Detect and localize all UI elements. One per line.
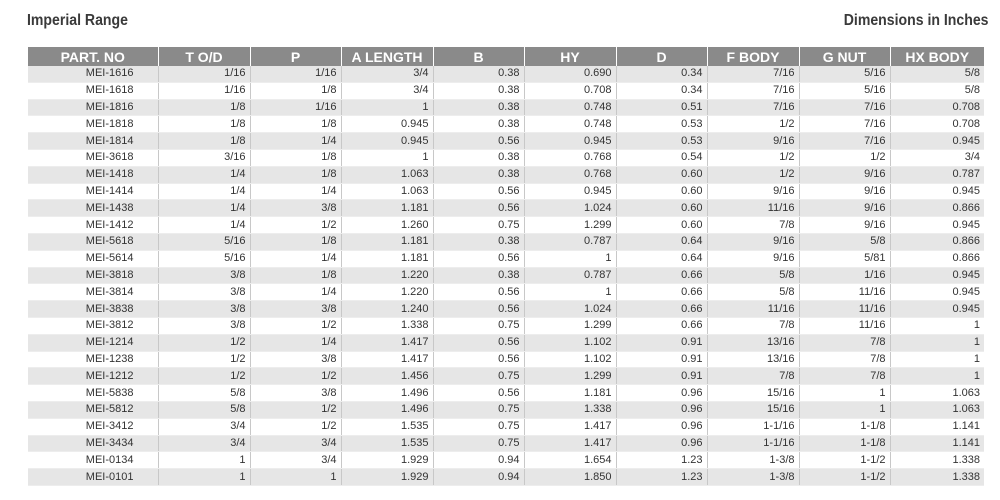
dimension-cell: 0.945 <box>890 217 984 234</box>
column-header: T O/D <box>158 47 250 66</box>
dimension-cell: 7/8 <box>799 351 890 368</box>
table-row <box>28 217 984 234</box>
table-row <box>28 66 984 82</box>
dimension-cell: 1.338 <box>890 452 984 469</box>
dimension-cell: 1-3/8 <box>707 469 799 486</box>
dimension-cell: 7/8 <box>799 368 890 385</box>
table-row <box>28 385 984 402</box>
part-number-cell: MEI-0101 <box>28 469 158 486</box>
dimension-cell: 1/2 <box>158 368 250 385</box>
dimension-cell: 0.96 <box>616 385 707 402</box>
dimension-cell: 0.96 <box>616 401 707 418</box>
dimension-cell: 1 <box>890 351 984 368</box>
dimension-cell: 3/4 <box>250 452 341 469</box>
dimension-cell: 1.417 <box>524 418 616 435</box>
dimension-cell: 0.60 <box>616 183 707 200</box>
dimension-cell: 9/16 <box>707 233 799 250</box>
dimension-cell: 0.787 <box>524 267 616 284</box>
dimension-cell: 1-1/16 <box>707 418 799 435</box>
dimension-cell: 0.75 <box>433 217 524 234</box>
dimension-cell: 1/8 <box>250 267 341 284</box>
table-body <box>28 66 984 485</box>
dimension-cell: 3/8 <box>158 317 250 334</box>
dimension-cell: 9/16 <box>707 183 799 200</box>
dimension-cell: 1 <box>341 149 433 166</box>
dimension-cell: 11/16 <box>707 301 799 318</box>
dimension-cell: 13/16 <box>707 351 799 368</box>
dimension-cell: 1.417 <box>524 435 616 452</box>
dimension-cell: 15/16 <box>707 401 799 418</box>
dimension-cell: 0.945 <box>890 284 984 301</box>
dimension-cell: 0.91 <box>616 368 707 385</box>
dimension-cell: 1.181 <box>341 200 433 217</box>
dimension-cell: 1/8 <box>250 82 341 99</box>
table-row <box>28 351 984 368</box>
dimension-cell: 0.768 <box>524 166 616 183</box>
dimension-cell: 1/4 <box>250 183 341 200</box>
table-row <box>28 401 984 418</box>
dimension-cell: 1.063 <box>341 183 433 200</box>
dimension-cell: 0.38 <box>433 233 524 250</box>
dimension-cell: 0.38 <box>433 149 524 166</box>
dimension-cell: 7/16 <box>799 99 890 116</box>
dimension-cell: 0.56 <box>433 351 524 368</box>
dimension-cell: 7/8 <box>707 317 799 334</box>
dimension-cell: 0.708 <box>524 82 616 99</box>
dimension-cell: 1 <box>799 401 890 418</box>
dimension-cell: 1/2 <box>250 368 341 385</box>
dimension-cell: 5/8 <box>890 66 984 82</box>
dimension-cell: 0.945 <box>341 116 433 133</box>
dimension-cell: 1/4 <box>158 200 250 217</box>
table-row <box>28 250 984 267</box>
dimension-cell: 1 <box>890 334 984 351</box>
dimension-cell: 0.38 <box>433 99 524 116</box>
dimension-cell: 0.866 <box>890 200 984 217</box>
table-row <box>28 233 984 250</box>
dimension-cell: 11/16 <box>799 317 890 334</box>
dimension-cell: 1-1/8 <box>799 435 890 452</box>
column-header: PART. NO <box>28 47 158 66</box>
table-row <box>28 166 984 183</box>
dimension-cell: 0.91 <box>616 351 707 368</box>
dimension-cell: 1/16 <box>799 267 890 284</box>
dimension-cell: 1/4 <box>250 334 341 351</box>
dimension-cell: 0.75 <box>433 368 524 385</box>
part-number-cell: MEI-5614 <box>28 250 158 267</box>
part-number-cell: MEI-1818 <box>28 116 158 133</box>
dimension-cell: 0.945 <box>890 301 984 318</box>
dimension-cell: 1/4 <box>250 250 341 267</box>
dimension-cell: 7/16 <box>799 133 890 150</box>
column-header: G NUT <box>799 47 890 66</box>
dimension-cell: 7/8 <box>799 334 890 351</box>
dimension-cell: 0.866 <box>890 233 984 250</box>
dimension-cell: 3/4 <box>158 418 250 435</box>
dimension-cell: 1.220 <box>341 284 433 301</box>
dimension-cell: 9/16 <box>799 166 890 183</box>
table-header <box>28 47 984 66</box>
dimension-cell: 11/16 <box>799 301 890 318</box>
table-row <box>28 116 984 133</box>
dimension-cell: 3/8 <box>250 351 341 368</box>
dimension-cell: 1.141 <box>890 418 984 435</box>
dimension-cell: 9/16 <box>707 133 799 150</box>
dimension-cell: 1 <box>341 99 433 116</box>
dimension-cell: 1/2 <box>250 317 341 334</box>
dimension-cell: 1 <box>799 385 890 402</box>
dimension-cell: 5/8 <box>158 385 250 402</box>
dimension-cell: 1-1/2 <box>799 452 890 469</box>
table-row <box>28 200 984 217</box>
dimension-cell: 0.51 <box>616 99 707 116</box>
table-row <box>28 368 984 385</box>
dimension-cell: 1/16 <box>250 66 341 82</box>
dimension-cell: 1.141 <box>890 435 984 452</box>
dimension-cell: 1.338 <box>341 317 433 334</box>
dimension-cell: 9/16 <box>707 250 799 267</box>
part-number-cell: MEI-5812 <box>28 401 158 418</box>
table-row <box>28 469 984 486</box>
dimension-cell: 11/16 <box>799 284 890 301</box>
dimension-cell: 0.75 <box>433 435 524 452</box>
dimension-cell: 0.94 <box>433 469 524 486</box>
dimension-cell: 0.94 <box>433 452 524 469</box>
part-number-cell: MEI-3812 <box>28 317 158 334</box>
dimension-cell: 0.945 <box>890 267 984 284</box>
dimension-cell: 0.66 <box>616 301 707 318</box>
dimension-cell: 1.417 <box>341 351 433 368</box>
dimension-cell: 1.456 <box>341 368 433 385</box>
dimension-cell: 0.60 <box>616 217 707 234</box>
dimension-cell: 0.64 <box>616 250 707 267</box>
dimension-cell: 5/16 <box>158 233 250 250</box>
dimension-cell: 0.64 <box>616 233 707 250</box>
dimension-cell: 1.024 <box>524 301 616 318</box>
dimension-cell: 5/81 <box>799 250 890 267</box>
dimension-cell: 1/2 <box>250 418 341 435</box>
dimension-cell: 3/8 <box>250 200 341 217</box>
column-header: F BODY <box>707 47 799 66</box>
dimension-cell: 5/8 <box>890 82 984 99</box>
dimension-cell: 13/16 <box>707 334 799 351</box>
dimension-cell: 1-3/8 <box>707 452 799 469</box>
dimension-cell: 0.748 <box>524 99 616 116</box>
dimension-cell: 1.929 <box>341 452 433 469</box>
table-row <box>28 284 984 301</box>
part-number-cell: MEI-1814 <box>28 133 158 150</box>
dimension-cell: 0.96 <box>616 435 707 452</box>
dimension-cell: 0.38 <box>433 267 524 284</box>
dimension-cell: 1-1/16 <box>707 435 799 452</box>
dimension-cell: 3/8 <box>158 301 250 318</box>
column-header: P <box>250 47 341 66</box>
dimension-cell: 0.56 <box>433 301 524 318</box>
dimension-cell: 7/16 <box>799 116 890 133</box>
dimension-cell: 1/16 <box>250 99 341 116</box>
dimension-cell: 5/16 <box>799 66 890 82</box>
range-title: Imperial Range <box>27 12 128 29</box>
dimension-cell: 1-1/8 <box>799 418 890 435</box>
column-header: B <box>433 47 524 66</box>
dimension-cell: 0.75 <box>433 317 524 334</box>
table-row <box>28 435 984 452</box>
part-number-cell: MEI-3814 <box>28 284 158 301</box>
dimension-cell: 1/8 <box>250 166 341 183</box>
dimension-cell: 0.56 <box>433 284 524 301</box>
dimension-cell: 0.53 <box>616 116 707 133</box>
dimension-cell: 1 <box>524 250 616 267</box>
part-number-cell: MEI-1214 <box>28 334 158 351</box>
dimension-cell: 1/8 <box>158 99 250 116</box>
dimension-cell: 0.66 <box>616 267 707 284</box>
dimension-cell: 3/4 <box>890 149 984 166</box>
dimension-cell: 1.102 <box>524 351 616 368</box>
dimension-cell: 0.708 <box>890 116 984 133</box>
header-row <box>28 47 984 66</box>
dimension-cell: 1.417 <box>341 334 433 351</box>
column-header: HX BODY <box>890 47 984 66</box>
dimension-cell: 0.945 <box>890 133 984 150</box>
part-number-cell: MEI-1618 <box>28 82 158 99</box>
table-row <box>28 99 984 116</box>
dimension-cell: 3/8 <box>158 267 250 284</box>
dimension-cell: 0.75 <box>433 401 524 418</box>
dimension-cell: 5/8 <box>707 284 799 301</box>
table-row <box>28 317 984 334</box>
dimension-cell: 1.024 <box>524 200 616 217</box>
dimension-cell: 1 <box>524 284 616 301</box>
dimension-cell: 1/2 <box>707 116 799 133</box>
part-number-cell: MEI-1212 <box>28 368 158 385</box>
dimension-cell: 0.56 <box>433 133 524 150</box>
dimension-cell: 3/4 <box>250 435 341 452</box>
dimension-cell: 1.535 <box>341 435 433 452</box>
dimension-cell: 1.063 <box>341 166 433 183</box>
dimension-cell: 0.38 <box>433 166 524 183</box>
dimension-cell: 1/8 <box>250 233 341 250</box>
dimension-cell: 9/16 <box>799 200 890 217</box>
dimension-cell: 1 <box>890 368 984 385</box>
dimension-cell: 0.690 <box>524 66 616 82</box>
part-number-cell: MEI-1438 <box>28 200 158 217</box>
dimension-cell: 1.102 <box>524 334 616 351</box>
dimension-cell: 1/8 <box>250 149 341 166</box>
part-number-cell: MEI-1816 <box>28 99 158 116</box>
dimension-cell: 3/8 <box>158 284 250 301</box>
dimension-cell: 1.181 <box>524 385 616 402</box>
part-number-cell: MEI-3618 <box>28 149 158 166</box>
units-note: Dimensions in Inches <box>843 12 988 29</box>
dimension-cell: 0.768 <box>524 149 616 166</box>
dimension-cell: 0.945 <box>524 183 616 200</box>
table-row <box>28 334 984 351</box>
dimension-cell: 0.38 <box>433 82 524 99</box>
table-row <box>28 183 984 200</box>
part-number-cell: MEI-3412 <box>28 418 158 435</box>
dimension-cell: 1/8 <box>158 116 250 133</box>
dimension-cell: 0.34 <box>616 82 707 99</box>
column-header: D <box>616 47 707 66</box>
dimension-cell: 3/4 <box>158 435 250 452</box>
dimension-cell: 0.54 <box>616 149 707 166</box>
dimension-cell: 0.945 <box>341 133 433 150</box>
dimension-cell: 0.56 <box>433 200 524 217</box>
dimension-cell: 1/2 <box>707 166 799 183</box>
column-header: A LENGTH <box>341 47 433 66</box>
dimension-cell: 1/2 <box>158 334 250 351</box>
column-header: HY <box>524 47 616 66</box>
dimension-cell: 0.787 <box>890 166 984 183</box>
dimension-cell: 1 <box>158 469 250 486</box>
dimension-cell: 7/16 <box>707 66 799 82</box>
dimensions-table <box>28 47 984 486</box>
dimension-cell: 0.34 <box>616 66 707 82</box>
dimension-cell: 1.299 <box>524 317 616 334</box>
dimension-cell: 1.23 <box>616 452 707 469</box>
dimension-cell: 7/16 <box>707 99 799 116</box>
dimension-cell: 1-1/2 <box>799 469 890 486</box>
dimension-cell: 5/16 <box>799 82 890 99</box>
dimension-cell: 5/8 <box>707 267 799 284</box>
dimension-cell: 1/16 <box>158 66 250 82</box>
part-number-cell: MEI-3838 <box>28 301 158 318</box>
dimension-cell: 15/16 <box>707 385 799 402</box>
dimension-cell: 1.654 <box>524 452 616 469</box>
part-number-cell: MEI-3434 <box>28 435 158 452</box>
dimension-cell: 1.535 <box>341 418 433 435</box>
table-row <box>28 418 984 435</box>
dimension-cell: 1.299 <box>524 217 616 234</box>
part-number-cell: MEI-5838 <box>28 385 158 402</box>
dimension-cell: 1.23 <box>616 469 707 486</box>
dimension-cell: 1 <box>890 317 984 334</box>
dimension-cell: 7/16 <box>707 82 799 99</box>
dimension-cell: 1/16 <box>158 82 250 99</box>
part-number-cell: MEI-3818 <box>28 267 158 284</box>
part-number-cell: MEI-1616 <box>28 66 158 82</box>
part-number-cell: MEI-5618 <box>28 233 158 250</box>
dimension-cell: 0.75 <box>433 418 524 435</box>
dimension-cell: 1.929 <box>341 469 433 486</box>
dimension-cell: 1/4 <box>158 166 250 183</box>
dimension-cell: 1.240 <box>341 301 433 318</box>
dimension-cell: 1/2 <box>799 149 890 166</box>
dimension-cell: 1/2 <box>158 351 250 368</box>
dimension-cell: 1/4 <box>250 284 341 301</box>
dimension-cell: 11/16 <box>707 200 799 217</box>
dimension-cell: 1/4 <box>158 217 250 234</box>
part-number-cell: MEI-1238 <box>28 351 158 368</box>
dimension-cell: 1/8 <box>250 116 341 133</box>
dimension-cell: 5/16 <box>158 250 250 267</box>
dimension-cell: 1.063 <box>890 401 984 418</box>
table-row <box>28 267 984 284</box>
dimension-cell: 0.38 <box>433 66 524 82</box>
dimension-cell: 0.53 <box>616 133 707 150</box>
dimension-cell: 1 <box>250 469 341 486</box>
dimension-cell: 1.260 <box>341 217 433 234</box>
dimension-cell: 7/8 <box>707 217 799 234</box>
dimension-cell: 7/8 <box>707 368 799 385</box>
dimension-cell: 0.56 <box>433 250 524 267</box>
dimension-cell: 1.496 <box>341 401 433 418</box>
part-number-cell: MEI-1414 <box>28 183 158 200</box>
dimension-cell: 0.96 <box>616 418 707 435</box>
part-number-cell: MEI-1412 <box>28 217 158 234</box>
dimension-cell: 1.299 <box>524 368 616 385</box>
dimension-cell: 1.338 <box>890 469 984 486</box>
dimension-cell: 1/4 <box>250 133 341 150</box>
dimension-cell: 0.38 <box>433 116 524 133</box>
dimension-cell: 0.708 <box>890 99 984 116</box>
part-number-cell: MEI-0134 <box>28 452 158 469</box>
dimension-cell: 1.181 <box>341 233 433 250</box>
dimension-cell: 1.181 <box>341 250 433 267</box>
dimension-cell: 0.91 <box>616 334 707 351</box>
dimension-cell: 0.787 <box>524 233 616 250</box>
dimension-cell: 0.56 <box>433 334 524 351</box>
dimension-cell: 1/2 <box>707 149 799 166</box>
dimension-cell: 1/8 <box>158 133 250 150</box>
dimension-cell: 3/4 <box>341 66 433 82</box>
dimension-cell: 0.66 <box>616 284 707 301</box>
dimension-cell: 1.850 <box>524 469 616 486</box>
dimension-cell: 0.748 <box>524 116 616 133</box>
dimension-cell: 1/2 <box>250 217 341 234</box>
dimension-cell: 0.56 <box>433 385 524 402</box>
dimension-cell: 3/8 <box>250 385 341 402</box>
dimension-cell: 9/16 <box>799 183 890 200</box>
dimension-cell: 0.866 <box>890 250 984 267</box>
dimension-cell: 1 <box>158 452 250 469</box>
dimension-cell: 1/2 <box>250 401 341 418</box>
table-row <box>28 133 984 150</box>
dimension-cell: 3/4 <box>341 82 433 99</box>
dimension-cell: 0.945 <box>524 133 616 150</box>
dimension-cell: 1.220 <box>341 267 433 284</box>
dimension-cell: 0.66 <box>616 317 707 334</box>
table-row <box>28 301 984 318</box>
dimension-cell: 5/8 <box>799 233 890 250</box>
dimension-cell: 5/8 <box>158 401 250 418</box>
dimension-cell: 0.60 <box>616 200 707 217</box>
table-row <box>28 452 984 469</box>
dimension-cell: 1.496 <box>341 385 433 402</box>
dimension-cell: 1.063 <box>890 385 984 402</box>
table-row <box>28 149 984 166</box>
dimension-cell: 0.60 <box>616 166 707 183</box>
dimension-cell: 3/8 <box>250 301 341 318</box>
dimension-cell: 1.338 <box>524 401 616 418</box>
part-number-cell: MEI-1418 <box>28 166 158 183</box>
dimension-cell: 3/16 <box>158 149 250 166</box>
table-row <box>28 82 984 99</box>
dimension-cell: 0.945 <box>890 183 984 200</box>
dimension-cell: 9/16 <box>799 217 890 234</box>
dimension-cell: 0.56 <box>433 183 524 200</box>
dimension-cell: 1/4 <box>158 183 250 200</box>
